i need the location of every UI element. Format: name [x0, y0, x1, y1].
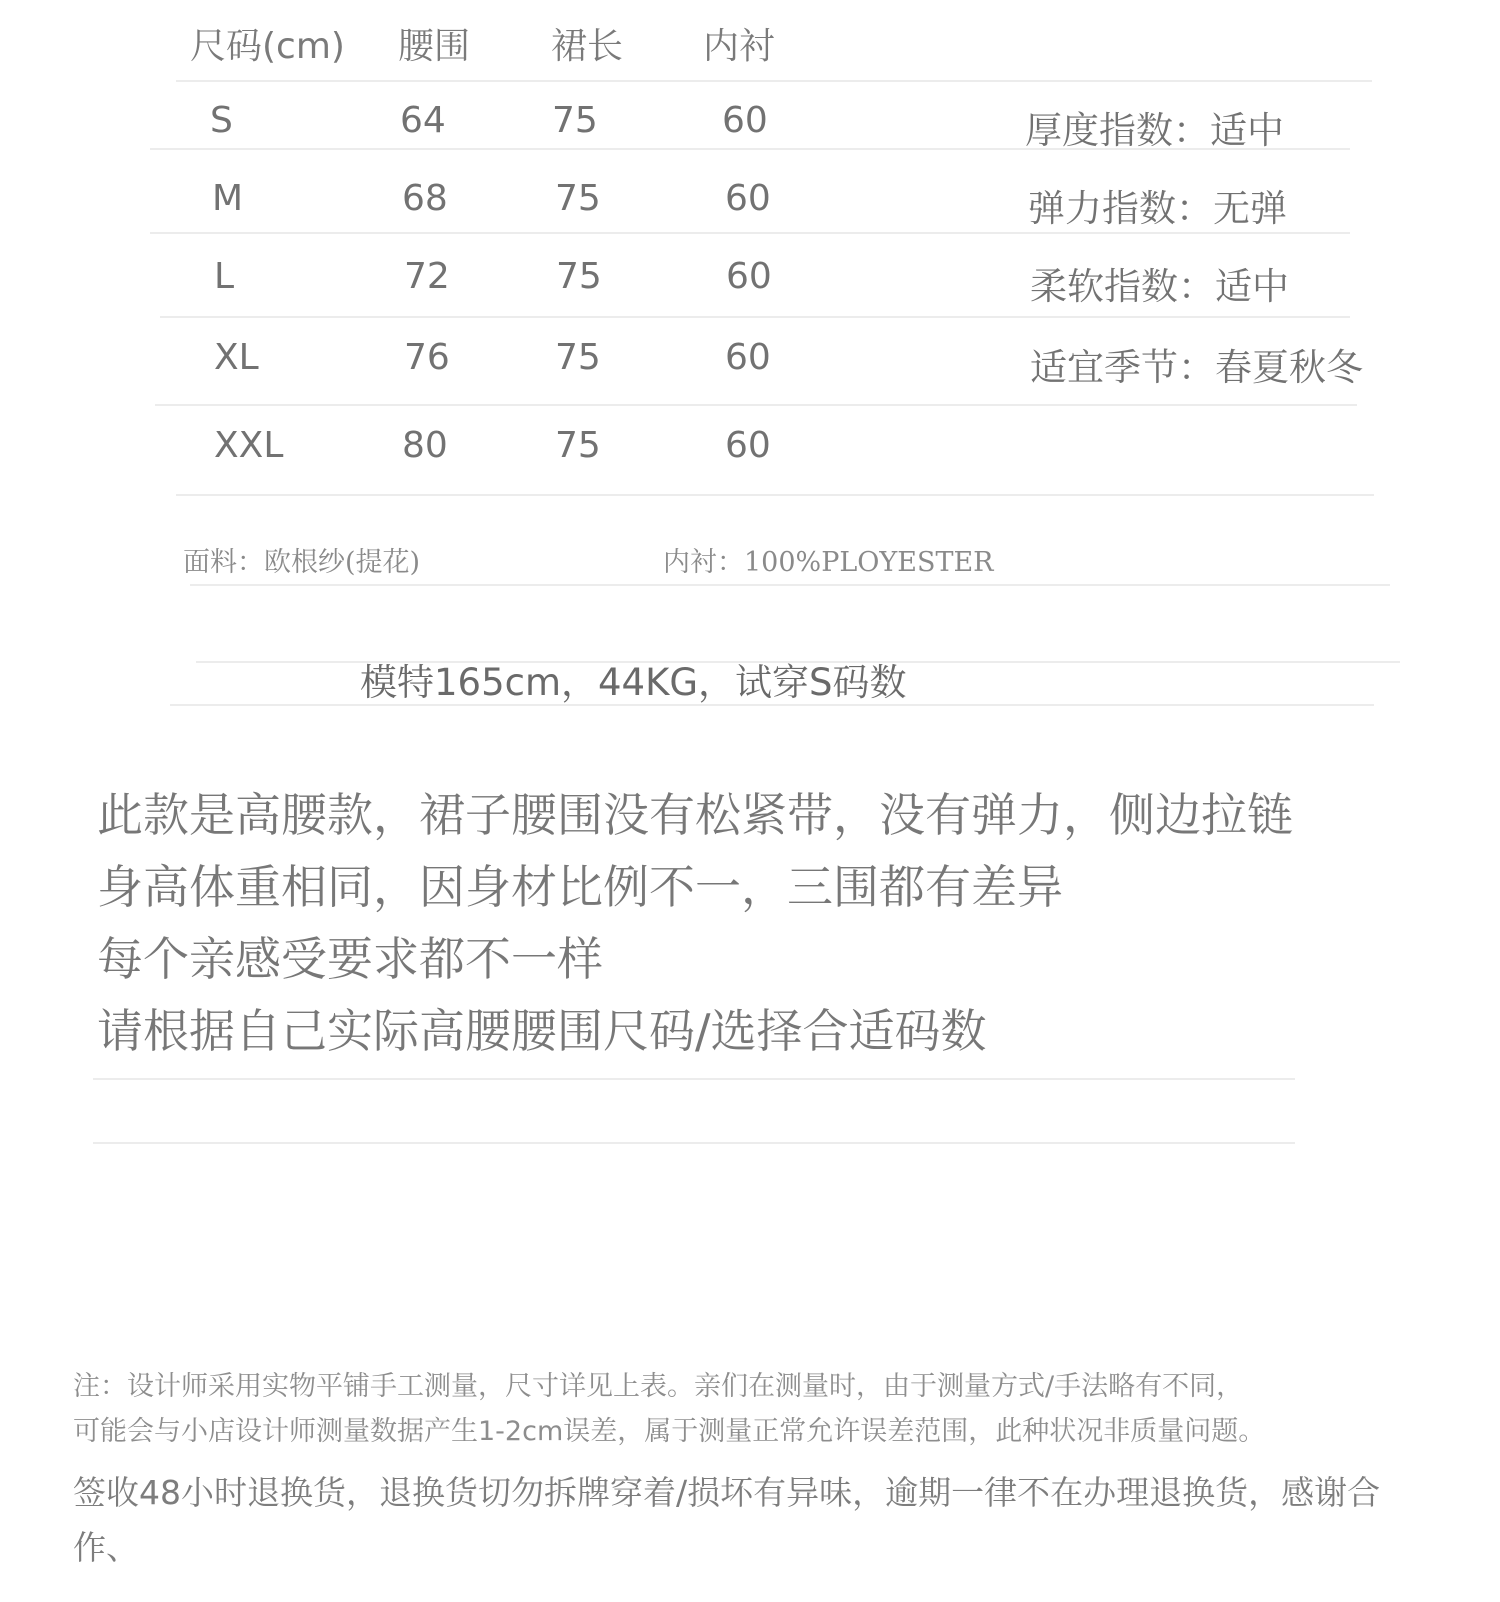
row-lining: 60 [725, 337, 771, 378]
header-lining: 内衬 [703, 26, 776, 67]
row-size: L [214, 256, 235, 297]
row-size: XXL [214, 425, 284, 466]
divider [160, 316, 1350, 318]
row-length: 75 [556, 256, 602, 297]
attribute-softness: 柔软指数：适中 [1030, 265, 1289, 308]
header-length: 裙长 [551, 26, 624, 67]
divider [93, 1142, 1295, 1144]
row-length: 75 [555, 337, 601, 378]
row-length: 75 [555, 425, 601, 466]
description-line: 身高体重相同，因身材比例不一，三围都有差异 [97, 860, 1063, 914]
row-waist: 68 [402, 178, 448, 219]
row-lining: 60 [722, 100, 768, 141]
row-size: M [212, 178, 244, 219]
row-lining: 60 [725, 425, 771, 466]
row-lining: 60 [725, 178, 771, 219]
attribute-thickness: 厚度指数：适中 [1025, 109, 1284, 152]
divider [93, 1078, 1295, 1080]
divider [150, 232, 1350, 234]
row-size: S [210, 100, 233, 141]
row-waist: 80 [402, 425, 448, 466]
description-line: 请根据自己实际高腰腰围尺码/选择合适码数 [97, 1004, 987, 1058]
header-size: 尺码(cm) [190, 26, 345, 67]
measurement-note: 可能会与小店设计师测量数据产生1-2cm误差，属于测量正常允许误差范围，此种状况非质量问题。 [73, 1416, 1266, 1447]
fabric-lining: 内衬：100%PLOYESTER [663, 547, 994, 578]
row-lining: 60 [726, 256, 772, 297]
description-line: 每个亲感受要求都不一样 [97, 932, 603, 986]
divider [170, 704, 1374, 706]
divider [176, 80, 1372, 82]
model-info: 模特165cm，44KG，试穿S码数 [360, 661, 907, 704]
divider [176, 494, 1374, 496]
row-length: 75 [552, 100, 598, 141]
description-line: 此款是高腰款，裙子腰围没有松紧带，没有弹力，侧边拉链 [97, 788, 1293, 842]
row-length: 75 [555, 178, 601, 219]
fabric-material: 面料：欧根纱(提花) [183, 547, 421, 578]
row-size: XL [214, 337, 259, 378]
divider [155, 404, 1357, 406]
attribute-elasticity: 弹力指数：无弹 [1028, 187, 1287, 230]
row-waist: 72 [404, 256, 450, 297]
return-policy: 签收48小时退换货，退换货切勿拆牌穿着/损坏有异味，逾期一律不在办理退换货，感谢合作、 [73, 1473, 1381, 1567]
divider [190, 584, 1390, 586]
header-waist: 腰围 [398, 26, 471, 67]
attribute-season: 适宜季节：春夏秋冬 [1030, 346, 1363, 389]
row-waist: 76 [404, 337, 450, 378]
row-waist: 64 [400, 100, 446, 141]
measurement-note: 注：设计师采用实物平铺手工测量，尺寸详见上表。亲们在测量时，由于测量方式/手法略有不同， [73, 1371, 1244, 1402]
